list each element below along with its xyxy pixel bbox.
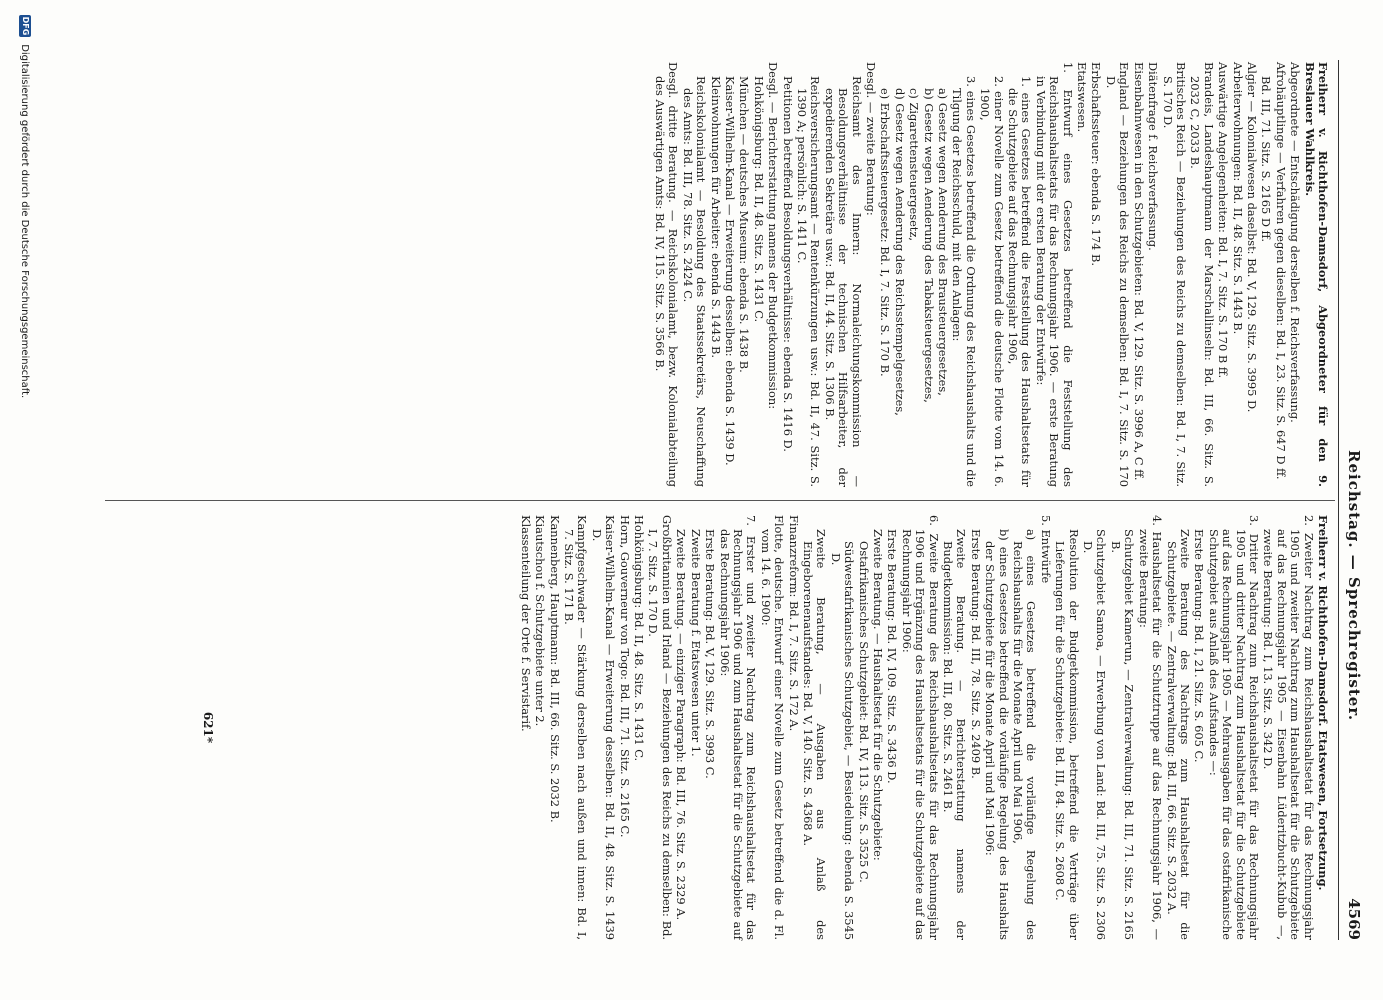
left-column-entry: Arbeiterwohnungen: Bd. II, 48. Sitz. S. 1443 B. xyxy=(1230,62,1245,335)
left-column-entry: Bd. III, 71. Sitz. S. 2165 D ff. xyxy=(1259,76,1274,242)
right-column-entry: Freiherr v. Richthofen-Damsdorf. Etatswesen, Fortsetzung. xyxy=(1316,515,1330,891)
left-column-entry: Diätenfrage f. Reichsverfassung. xyxy=(1146,62,1161,251)
right-column xyxy=(517,515,1329,940)
right-column-entry: Schutzgebiet Samoa, — Erwerbung von Land: Bd. III, 75. Sitz. S. 2306 D. xyxy=(1081,529,1109,940)
right-column-entry: Zweite Beratung, — Ausgaben aus Anlaß des Eingeborenenaufstandes: Bd. V, 140. Sitz. S. 4368 A. xyxy=(800,529,829,940)
digitization-note xyxy=(7,15,31,995)
left-column-entry: 1. Entwurf eines Gesetzes betreffend die Feststellung des Reichshaushaltsetats für das Rechnungsjahr 1906. — erste Beratung in Verbindung mit der ersten Beratung der Entwürfe: xyxy=(1033,62,1075,487)
left-column-entry: München — deutsches Museum: ebenda S. 1438 B. xyxy=(737,76,752,373)
left-column-entry: Kaiser-Wilhelm-Kanal — Erweiterung desselben: ebenda S. 1439 D. xyxy=(722,76,737,466)
left-column-entry: Petitionen betreffend Besoldungsverhältnisse: ebenda S. 1416 D. xyxy=(780,76,795,452)
right-column-entry: Horn, Gouverneur von Togo: Bd. III, 71. Sitz. S. 2165 C. xyxy=(617,515,632,838)
left-column-entry: Brandeis, Landeshauptmann der Marschallinseln: Bd. III, 66. Sitz. S. 2032 C, 2033 B. xyxy=(1188,62,1216,487)
left-column-entry: Hohkönigsburg: Bd. II, 48. Sitz. S. 1431 C. xyxy=(751,76,766,323)
left-column-entry: Desgl. — zweite Beratung: xyxy=(864,62,878,216)
right-column-entry: Erste Beratung: Bd. IV, 109. Sitz. S. 3436 D. xyxy=(885,529,900,784)
left-column-entry: Eisenbahnwesen in den Schutzgebieten: Bd. V, 129. Sitz. S. 3996 A, C ff. xyxy=(1131,62,1146,481)
page-number: 4569 xyxy=(1345,898,1363,940)
right-column-entry: Kaiser-Wilhelm-Kanal — Erweiterung desselben: Bd. II, 48. Sitz. S. 1439 D. xyxy=(589,515,618,940)
left-column-entry: 3. eines Gesetzes betreffend die Ordnung des Reichshaushalts und die Tilgung der Reichsschuld, mit den Anlagen: xyxy=(950,76,978,487)
right-column-entry: Ostafrikanisches Schutzgebiet: Bd. IV, 113. Sitz. S. 3525 C. xyxy=(856,541,871,883)
left-column-entry: Kleinwohnungen für Arbeiter: ebenda S. 1443 B. xyxy=(708,76,723,359)
right-column-entry: Kampfgeschwader — Stärkung derselben nach außen und innen: Bd. I, 7. Sitz. S. 171 B. xyxy=(562,515,590,940)
right-column-entry: Zweite Beratung f. Etatswesen unter 1. xyxy=(688,529,703,757)
right-column-entry: Kannenberg, Hauptmann: Bd. III, 66. Sitz. S. 2032 B. xyxy=(547,515,562,823)
right-column-entry: b) eines Gesetzes betreffend die vorläufige Regelung des Haushalts der Schutzgebiete für die Monate April und Mai 1906: xyxy=(983,529,1011,940)
header-rule xyxy=(1338,60,1339,940)
right-column-entry: Resolution der Budgetkommission, betreffend die Verträge über Lieferungen für die Schutzgebiete: Bd. III, 84. Sitz. S. 2608 C. xyxy=(1053,529,1081,940)
right-column-entry: 7. Erster und zweiter Nachtrag zum Reichshaushaltsetat für das Rechnungsjahr 1906 und zum Haushaltsetat für die Schutzgebiete auf das Rechnungsjahr 1906: xyxy=(717,515,759,940)
left-column-entry: Etatswesen. xyxy=(1075,62,1090,133)
right-column-entry: Erste Beratung: Bd. V, 129. Sitz. S. 3993 C. xyxy=(703,529,718,779)
digitization-note-text: Digitalisierung gefördert durch die Deutsche Forschungsgemeinschaft. xyxy=(19,44,30,399)
left-column-entry: Erbschaftssteuer: ebenda S. 174 B. xyxy=(1089,62,1104,266)
right-column-entry: a) eines Gesetzes betreffend die vorläufige Regelung des Reichshaushalts für die Monate April und Mai 1906, xyxy=(1011,529,1039,940)
dfg-logo-icon: DFG xyxy=(21,16,30,36)
left-column-entry: Desgl. — Berichterstattung namens der Budgetkommission: xyxy=(766,62,781,410)
right-column-entry: Zweite Beratung. — einziger Paragraph: Bd. III, 76. Sitz. S. 2329 A. xyxy=(674,529,689,921)
left-column-entry: c) Zigarettensteuergesetz, xyxy=(907,88,922,242)
left-column-entry: a) Gesetz wegen Aenderung des Brausteuergesetzes, xyxy=(936,88,951,396)
page-header xyxy=(1339,60,1365,940)
right-column-entry: 4. Haushaltsetat für die Schutztruppe auf das Rechnungsjahr 1906, — zweite Beratung: xyxy=(1136,515,1165,940)
signature-mark: 621* xyxy=(201,711,215,744)
right-column-entry: 3. Dritter Nachtrag zum Reichshaushaltsetat für das Rechnungsjahr 1905 und dritter Nachtrag zum Haushaltsetat für die Schutzgebiete auf das Rechnungsjahr 1905 — Mehrausgaben für das ostafrikanische Schutzgebiet aus Anlaß des Aufstandes —: xyxy=(1206,515,1261,940)
right-column-entry: Schutzgebiet Kamerun, — Zentralverwaltung: Bd. III, 71. Sitz. S. 2165 B. xyxy=(1108,529,1137,940)
left-column-entry: Reichsamt des Innern: Normaleichungskommission — Besoldungsverhältnisse der technischen Hilfsarbeiter, der expedierenden Sekretäre usw.: Bd. II, 44. Sitz. S. 1306 B. xyxy=(822,76,864,487)
left-column xyxy=(652,62,1330,487)
page-title: Reichstag. — Sprechregister. xyxy=(1345,450,1363,722)
right-column-entry: Finanzreform: Bd. I, 7. Sitz. S. 172 A. xyxy=(786,515,801,732)
right-column-entry: Erste Beratung: Bd. I, 21. Sitz. S. 605 C. xyxy=(1192,529,1207,763)
left-column-entry: 1. eines Gesetzes betreffend die Feststellung des Haushaltsetats für die Schutzgebiete auf das Rechnungsjahr 1906, xyxy=(1006,76,1034,487)
right-column-entry: Erste Beratung: Bd. III, 78. Sitz. S. 2409 B. xyxy=(968,529,983,779)
left-column-entry: Auswärtige Angelegenheiten: Bd. I, 7. Sitz. S. 170 B ff. xyxy=(1216,62,1231,379)
left-column-entry: Algier — Kolonialwesen daselbst: Bd. V, 129. Sitz. S. 3995 D. xyxy=(1244,62,1259,413)
left-column-entry: Abgeordnete — Entschädigung derselben f. Reichsverfassung. xyxy=(1288,62,1303,423)
left-column-entry: Freiherr v. Richthofen-Damsdorf, Abgeordneter für den 9. Breslauer Wahlkreis. xyxy=(1302,62,1330,487)
left-column-entry: Britisches Reich — Beziehungen des Reichs zu demselben: Bd. I, 7. Sitz. S. 170 D. xyxy=(1160,62,1188,487)
left-column-entry: Desgl. dritte Beratung. — Reichskolonialamt, bezw. Kolonialabteilung des Auswärtigen Amts: Bd. IV, 115. Sitz. S. 3566 B. xyxy=(652,62,681,487)
column-divider xyxy=(105,500,1335,501)
left-column-entry: 2. einer Novelle zum Gesetz betreffend die deutsche Flotte vom 14. 6. 1900, xyxy=(978,76,1006,487)
left-column-entry: Reichsversicherungsamt — Rentenkürzungen usw.: Bd. II, 47. Sitz. S. 1390 A; persönlich: S. 1411 C. xyxy=(794,76,823,487)
left-column-entry: e) Erbschaftssteuergesetz: Bd. I, 7. Sitz. S. 170 B. xyxy=(878,88,893,377)
left-column-entry: Reichskolonialamt — Besoldung des Staatssekretärs, Neuschaffung des Amts: Bd. III, 78. Sitz. S. 2424 C. xyxy=(680,76,709,487)
right-column-entry: 5. Entwürfe xyxy=(1038,515,1053,584)
right-column-entry: Zweite Beratung. — Berichterstattung namens der Budgetkommission: Bd. III, 80. Sitz. S. 2461 B. xyxy=(941,529,969,940)
right-column-entry: Südwestafrikanisches Schutzgebiet, — Besiedelung: ebenda S. 3545 D. xyxy=(828,541,857,940)
right-column-entry: 2. Zweiter Nachtrag zum Reichshaushaltsetat für das Rechnungsjahr 1905 und zweiter Nachtrag zum Haushaltsetat für die Schutzgebiete auf das Rechnungsjahr 1905 — Eisenbahn Lüderitzbucht-Kubub —, zweite Beratung: Bd. I, 13. Sitz. S. 342 D. xyxy=(1261,515,1316,940)
right-column-entry: 6. Zweite Beratung des Reichshaushaltsetats für das Rechnungsjahr 1906 und Ergänzung des Haushaltsetats für die Schutzgebiete auf das Rechnungsjahr 1906: xyxy=(899,515,941,940)
right-column-entry: Kiautschou f. Schutzgebiete unter 2. xyxy=(533,515,548,727)
right-column-entry: Flotte, deutsche. Entwurf einer Novelle zum Gesetz betreffend die d. Fl. vom 14. 6. 1900: xyxy=(758,515,787,940)
right-column-entry: Zweite Beratung. — Haushaltsetat für die Schutzgebiete: xyxy=(871,529,885,861)
left-column-entry: d) Gesetz wegen Aenderung des Reichsstempelgesetzes, xyxy=(892,88,907,416)
right-column-entry: Klassenteilung der Orte f. Servistarif. xyxy=(518,515,533,732)
left-column-entry: England — Beziehungen des Reichs zu demselben: Bd. I, 7. Sitz. S. 170 D. xyxy=(1103,62,1132,487)
right-column-entry: Hohkönigsburg: Bd. II, 48. Sitz. S. 1431 C. xyxy=(632,515,647,762)
left-column-entry: Afrohäuptlinge — Verfahren gegen dieselben: Bd. I, 23. Sitz. S. 647 D ff. xyxy=(1273,62,1288,480)
right-column-entry: Zweite Beratung des Nachtrags zum Haushaltsetat für die Schutzgebiete. — Zentralverwaltung: Bd. III, 66. Sitz. S. 2032 A. xyxy=(1164,529,1192,940)
right-column-entry: Großbritannien und Irland — Beziehungen des Reichs zu demselben: Bd. I, 7. Sitz. S. 170 D. xyxy=(646,515,674,940)
left-column-entry: b) Gesetz wegen Aenderung des Tabaksteuergesetzes, xyxy=(921,88,936,403)
